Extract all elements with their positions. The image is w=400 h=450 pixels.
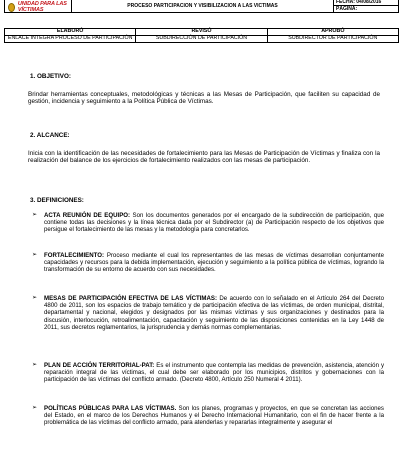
definition-term: MESAS DE PARTICIPACIÓN EFECTIVA DE LAS VÍCTIMAS: bbox=[44, 295, 217, 302]
bullet-icon: ➢ bbox=[32, 362, 38, 368]
objective-title: 1. OBJETIVO: bbox=[30, 73, 71, 80]
page-number: PÁGINA: bbox=[334, 6, 399, 13]
definition-item bbox=[32, 252, 384, 274]
scope-text: Inicia con la identificación de las necesidades de fortalecimiento para las Mesas de Participación de Víctimas y finaliza con la realización del balance de los ejercicios de fortalecimiento realizados con las mesas de participación. bbox=[28, 150, 380, 165]
seal-icon bbox=[8, 3, 15, 12]
definition-term: POLÍTICAS PÚBLICAS PARA LAS VÍCTIMAS. bbox=[44, 405, 177, 412]
definition-item bbox=[32, 295, 385, 331]
bullet-icon: ➢ bbox=[32, 252, 38, 258]
definition-term: ACTA REUNIÓN DE EQUIPO: bbox=[44, 212, 131, 219]
definition-item bbox=[32, 405, 384, 427]
reviso-value: SUBDIRECCIÓN DE PARTICIPACIÓN bbox=[136, 35, 267, 42]
reviso-header: REVISÓ bbox=[136, 29, 267, 36]
elaboro-value: ENLACE INTEGRA PROCESO DE PARTICIPACIÓN bbox=[5, 35, 136, 42]
definition-item bbox=[32, 362, 384, 384]
unidad-victimas-logo bbox=[8, 1, 71, 13]
bullet-icon: ➢ bbox=[32, 405, 38, 411]
logo-text: UNIDAD PARA LAS VÍCTIMAS bbox=[17, 1, 67, 13]
elaboro-header: ELABORÓ bbox=[5, 29, 136, 36]
definitions-title: 3. DEFINICIONES: bbox=[30, 197, 84, 204]
aprobo-value: SUBDIRECTOR DE PARTICIPACIÓN bbox=[267, 35, 398, 42]
definition-text: Son los planes, programas y proyectos, en que se concretan las acciones del Estado, en el marco de los Derechos Humanos y el Derecho Internacional Humanitario, con el fin de hacer frente a la problemática de las víctimas del conflicto armado, para atenderlas y repararlas integralmente y asegurar el bbox=[44, 405, 384, 427]
signature-table bbox=[4, 28, 399, 43]
definition-text: Son los documentos generados por el encargado de la subdirección de participación, que contiene todas las decisiones y la línea técnica dada por el Subdirector (a) de Participación respecto de los objetivos que persigue el fortalecimiento de las mesas y la metodología para concretarlos. bbox=[44, 212, 385, 234]
bullet-icon: ➢ bbox=[32, 212, 38, 218]
logo-cell bbox=[5, 0, 72, 13]
definition-text: Es el instrumento que contempla las medidas de prevención, asistencia, atención y reparación integral de las víctimas, el cual debe ser elaborado por los municipios, distritos y gobernaciones con la participación de las víctimas del conflicto armado. (Decreto 4800, Artículo 250 Numeral 4 2011). bbox=[44, 362, 384, 384]
definition-term: PLAN DE ACCIÓN TERRITORIAL-PAT: bbox=[44, 362, 155, 369]
definition-item bbox=[32, 212, 385, 234]
doc-date: FECHA: 04/08/2016 bbox=[334, 0, 399, 6]
definition-term: FORTALECIMIENTO: bbox=[44, 252, 105, 259]
aprobo-header: APROBÓ bbox=[267, 29, 398, 36]
definition-text: De acuerdo con lo señalado en el Artículo 264 del Decreto 4800 de 2011, son los espacios de trabajo temático y de participación efectiva de las víctimas, de orden municipal, distrital, departamental y nacional, elegidos y designados por las mismas víctimas y sus organizaciones y destinados para la discusión, interlocución, retroalimentación, capacitación y seguimiento de las disposiciones contenidas en la Ley 1448 de 2011, sus decretos reglamentarios, la jurisprudencia y demás normas complementarias. bbox=[44, 295, 385, 331]
bullet-icon: ➢ bbox=[32, 295, 38, 301]
process-name: PROCESO PARTICIPACION Y VISIBILIZACION A LAS VICTIMAS bbox=[72, 0, 334, 13]
document-header bbox=[4, 0, 399, 13]
objective-text: Brindar herramientas conceptuales, metodológicas y técnicas a las Mesas de Participación, que faciliten su capacidad de gestión, incidencia y seguimiento a la Política Pública de Víctimas. bbox=[28, 91, 380, 106]
definition-text: Proceso mediante el cual los representantes de las mesas de víctimas desarrollan conjuntamente capacidades y recursos para la debida implementación, ejecución y seguimiento a la política pública de víctimas, logrando la transformación de su entorno de acuerdo con sus necesidades. bbox=[44, 252, 384, 274]
scope-title: 2. ALCANCE: bbox=[30, 132, 70, 139]
